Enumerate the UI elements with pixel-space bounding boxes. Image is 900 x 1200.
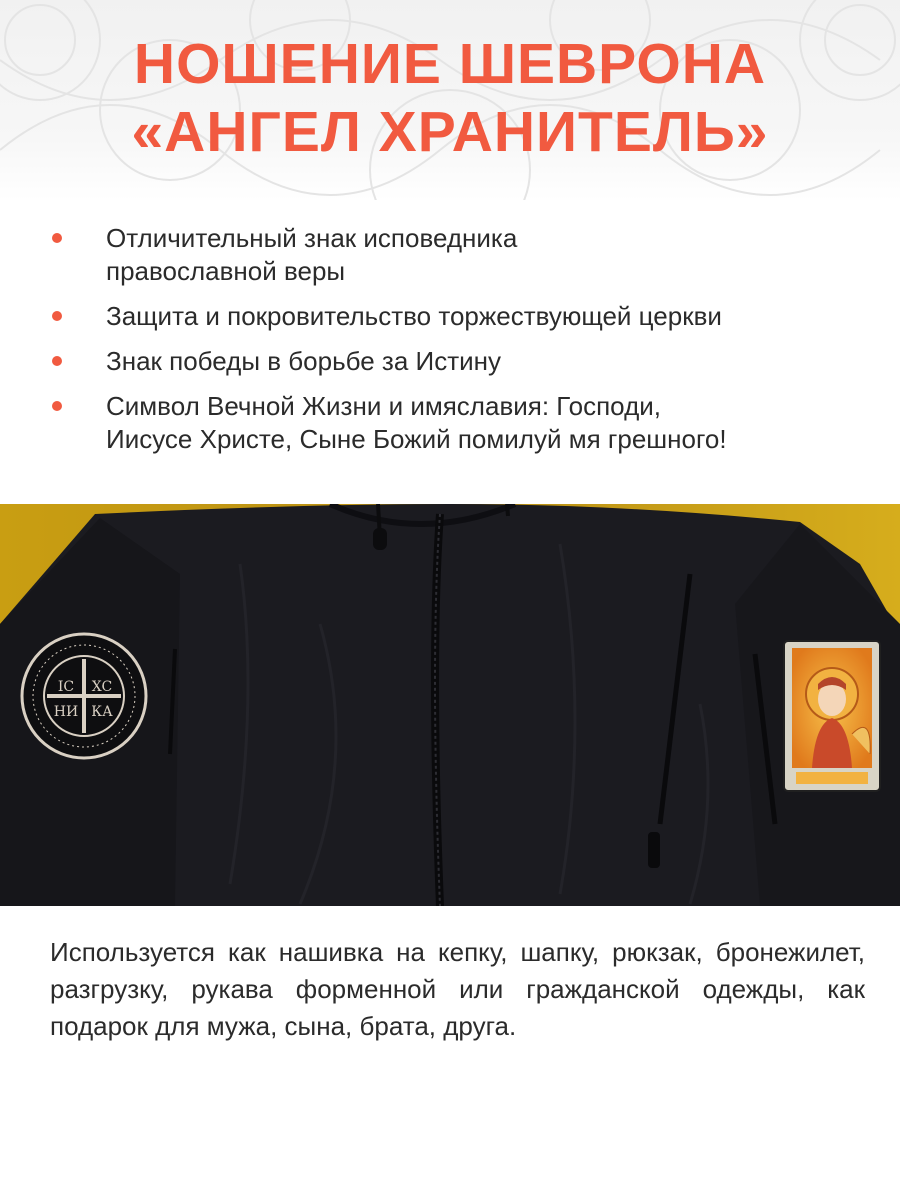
bullet-dot-icon xyxy=(52,401,62,411)
bullet-dot-icon xyxy=(52,356,62,366)
list-item xyxy=(48,390,868,456)
jacket-photo xyxy=(0,504,900,906)
usage-description: Используется как нашивка на кепку, шапку, рюкзак, бронежилет, разгрузку, рукава форменной или гражданской одежды, как подарок для мужа, сына, брата, друга. xyxy=(50,937,865,1041)
list-item-line-1: Отличительный знак исповедника xyxy=(106,223,518,253)
list-item xyxy=(48,345,868,378)
title-line-1: НОШЕНИЕ ШЕВРОНА xyxy=(133,32,767,96)
patch-letters-ni: НИ xyxy=(53,704,79,720)
guardian-angel-icon xyxy=(784,641,880,791)
list-item-line-1: Защита и покровительство торжествующей церкви xyxy=(106,301,722,331)
list-item xyxy=(48,300,868,333)
title-line-2: «АНГЕЛ ХРАНИТЕЛЬ» xyxy=(131,100,769,164)
christogram-patch-icon xyxy=(22,634,146,758)
list-item-line-1: Знак победы в борьбе за Истину xyxy=(106,346,501,376)
list-item xyxy=(48,222,868,288)
patch-letters-xc: XC xyxy=(91,679,113,695)
bullet-dot-icon xyxy=(52,233,62,243)
bullet-dot-icon xyxy=(52,311,62,321)
list-item-line-2: Иисусе Христе, Сыне Божий помилуй мя грешного! xyxy=(106,424,727,454)
patch-letters-ka: КА xyxy=(91,704,113,720)
jacket-illustration xyxy=(0,504,900,906)
list-item-line-1: Символ Вечной Жизни и имяславия: Господи, xyxy=(106,391,661,421)
patch-letters-ic: IC xyxy=(57,679,75,695)
list-item-line-2: православной веры xyxy=(106,256,346,286)
benefits-list xyxy=(48,222,868,468)
header-banner xyxy=(0,0,900,200)
page-title xyxy=(0,30,900,166)
